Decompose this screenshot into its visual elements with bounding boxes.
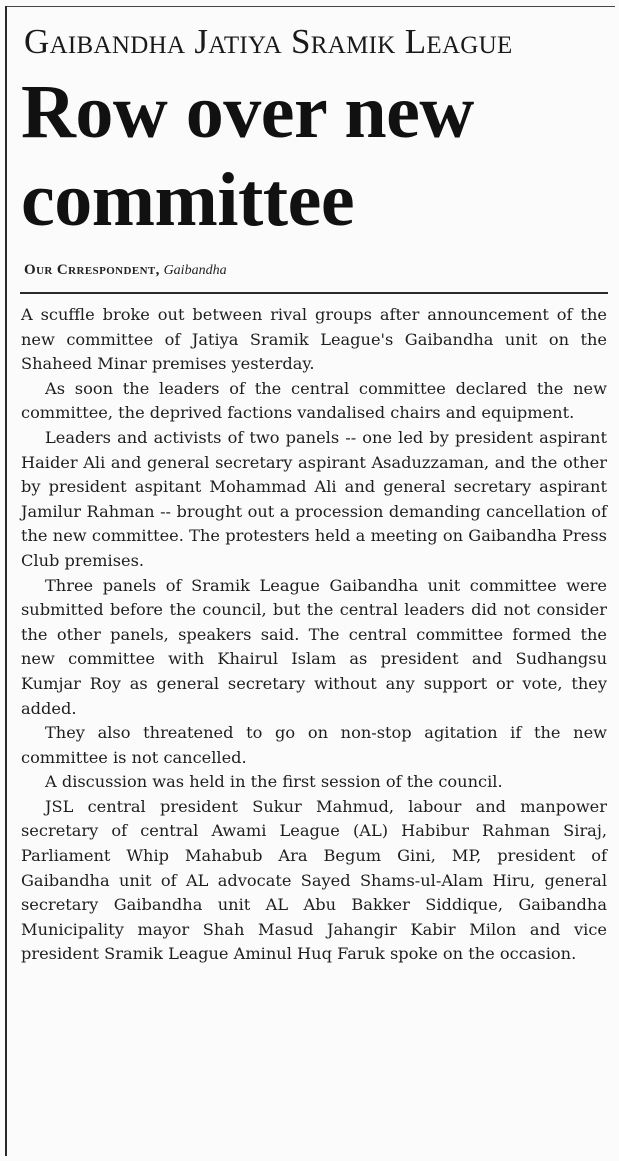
article-body bbox=[21, 303, 607, 967]
left-border-rule bbox=[5, 6, 7, 1156]
paragraph: JSL central president Sukur Mahmud, labour and manpower secretary of central Awami League (AL) Habibur Rahman Siraj, Parliament Whip Mahabub Ara Begum Gini, MP, president of Gaibandha unit of AL advocate Sayed Shams-ul-Alam Hiru, general secretary Gaibandha unit AL Abu Bakker Siddique, Gaibandha Municipality mayor Shah Masud Jahangir Kabir Milon and vice president Sramik League Aminul Huq Faruk spoke on the occasion. bbox=[21, 796, 607, 964]
paragraph: A scuffle broke out between rival groups after announcement of the new committee of Jatiya Sramik League's Gaibandha unit on the Shaheed Minar premises yesterday. bbox=[21, 305, 607, 374]
paragraph: A discussion was held in the first session of the council. bbox=[45, 772, 503, 792]
byline-divider bbox=[20, 292, 608, 294]
paragraph: As soon the leaders of the central committee declared the new committee, the deprived factions vandalised chairs and equipment. bbox=[21, 378, 607, 423]
paragraph: Leaders and activists of two panels -- one led by president aspirant Haider Ali and general secretary aspirant Asaduzzaman, and the other by president aspitant Mohammad Ali and general secretary aspirant Jamilur Rahman -- brought out a procession demanding cancellation of the new committee. The protesters held a meeting on Gaibandha Press Club premises. bbox=[21, 427, 607, 570]
paragraph: Three panels of Sramik League Gaibandha unit committee were submitted before the council, but the central leaders did not consider the other panels, speakers said. The central committee formed the new committee with Khairul Islam as president and Sudhangsu Kumjar Roy as general secretary without any support or vote, they added. bbox=[21, 575, 607, 718]
byline-place: Gaibandha bbox=[163, 263, 227, 278]
byline bbox=[24, 260, 227, 281]
byline-name: Our Crrespondent, bbox=[24, 262, 160, 278]
paragraph: They also threatened to go on non-stop agitation if the new committee is not cancelled. bbox=[21, 723, 607, 767]
kicker: Gaibandha Jatiya Sramik League bbox=[24, 22, 513, 61]
headline: Row over new committee bbox=[21, 70, 474, 242]
top-border-rule bbox=[5, 6, 615, 7]
